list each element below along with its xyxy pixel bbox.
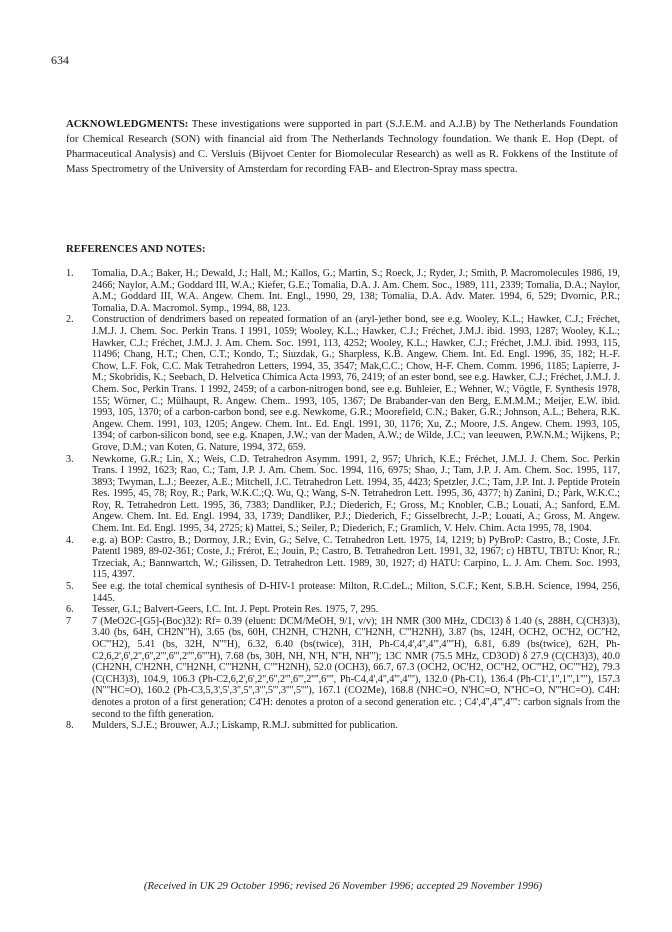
reference-number: 2. — [66, 314, 74, 326]
reference-item — [66, 604, 620, 616]
reference-item — [66, 535, 620, 581]
references-title: REFERENCES AND NOTES: — [66, 243, 206, 255]
acknowledgments-text: These investigations were supported in part (S.J.E.M. and A.J.B) by The Netherlands Foundation for Chemical Research (SON) with financial aid from The Netherlands Technology foundation. We thank E. Hop (Dept. of Pharmaceutical Analysis) and C. Versluis (Bijvoet Center for Biomolecular Research) as well as R. Fokkens of the Institute of Mass Spectrometry of the University of Amsterdam for recording FAB- and Electron-Spray mass spectra. — [66, 118, 618, 175]
reference-text: Construction of dendrimers based on repeated formation of an (aryl-)ether bond, see e.g. Wooley, K.L.; Hawker, C.J.; Fréchet, J.M.J. J. Chem. Soc. Perkin Trans. I 1991, 1059; Wooley, K.L.; Hawker, C.J.; Fréchet, J.M.J. ibid. 1993, 1287; Wooley, K.L.; Hawker, C.J.; Fréchet, J.M.J. J. Am. Chem. Soc. 1991, 113, 4252; Wooley, K.L.; Hawker, C.J.; Fréchet, J.M.J. ibid. 1993, 115, 11496; Chang, H.T.; Chen, C.T.; Kondo, T.; Siuzdak, G.; Sharpless, K.B. Angew. Chem. Int. Ed. Engl. 1996, 35, 182; H.-F. Chow, L.F. Fok, C.C. Mak Tetrahedron Letters, 1994, 35, 3547; Mak,C.C.; Chow, H-F. Chem. Comm. 1996, 1185; Lapierre, J-M.; Skobridis, K.; Seebach, D. Helvetica Chimica Acta 1993, 76, 2419; of an ester bond, see e.g. Hawker, C.J.; Fréchet, J.M.J. J. Chem. Soc, Perkin Trans. 1 1992, 2459; of a carbon-nitrogen bond, see e.g. Buhleier, E.; Wehner, W.; Vögtle, F. Synthesis 1978, 155; Wörner, C.; Mülhaupt, R. Angew. Chem.. 1993, 105, 1367; De Brabander-van den Berg, E.M.M.M.; Meijer, E.W. ibid. 1993, 105, 1370; of a carbon-carbon bond, see e.g. Newkome, G.R.; Moorefield, C.N.; Baker, G.R.; Johnson, A.L.; Behera, R.K. Angew. Chem. 1991, 103, 1205; Angew. Chem. Int.. Ed. Engl. 1991, 30, 1176; Xu, Z.; Moore, J.S. Angew. Chem. 1993, 105, 1394; of carbon-silicon bond, see e.g. Knapen, J.W.; van der Maden, A.W.; de Wilde, J.C.; van leeuwen, P.W.N.M.; Wijkens, P.; Grove, D.M.; van Koten, G. Nature, 1994, 372, 659. — [92, 314, 620, 453]
reference-item — [66, 454, 620, 535]
reference-text: Mulders, S.J.E.; Brouwer, A.J.; Liskamp, R.M.J. submitted for publication. — [92, 720, 398, 732]
reference-text: Newkome, G.R.; Lin, X.; Weis, C.D. Tetrahedron Asymm. 1991, 2, 957; Uhrich, K.E.; Fréchet, J.M.J. J. Chem. Soc. Perkin Trans. I 1992, 1623; Rao, C.; Tam, J.P. J. Am. Chem. Soc. 1994, 116, 6975; Shao, J.; Tam, J.P. J. Am. Chem. Soc. 1995, 117, 3893; Twyman, L.J.; Beezer, A.E.; Mitchell, J.C. Tetrahedron Lett. 1994, 35, 4423; Spetzler, J.C.; Tam, J.P. Int. J. Peptide Protein Res. 1995, 45, 78; Roy, R.; Park, W.K.C.;Q. Wu, Q.; Wang, S-N. Tetrahedron Lett. 1995, 36, 4377; h) Zanini, D.; Park, W.K.C.; Roy, R. Tetrahedron Lett. 1995, 36, 7383; Dandliker, P.J.; Diederich, F.; Gross, M.; Knobler, C.B.; Louati, A.; Sanford, E.M. Angew. Chem. Int. Ed. Engl. 1994, 33, 1739; Dandliker, P.J.; Diederich, F.; Gisselbrecht, J.-P.; Louati, A.; Gross, M. Angew. Chem. Int. Ed. Engl. 1995, 34, 2725; k) Mattei, S.; Seiler, P.; Diederich, F.; Gramlich, V. Helv. Chim. Acta 1995, 78, 1904. — [92, 453, 620, 535]
reference-number: 5. — [66, 581, 74, 593]
reference-number: 1. — [66, 268, 74, 279]
reference-item — [66, 314, 620, 453]
references-list — [66, 268, 620, 732]
reference-text: 7 (MeO2C-[G5]-(Boc)32): Rf= 0.39 (eluent: DCM/MeOH, 9/1, v/v); 1H NMR (300 MHz, CDCl3) δ 1.40 (s, 288H, C(CH3)3), 3.40 (bs, 64H, CH2N'''H), 3.65 (bs, 60H, CH2NH, C'H2NH, C''H2NH, C'''H2NH), 3.87 (bs, 124H, OCH2, OC'H2, OC''H2, OC'''H2), 5.41 (bs, 32H, N''''H), 6.32, 6.40 (bs(twice), 31H, Ph-C4,4',4'',4''',4''''H), 6.81, 6.89 (bs(twice), 62H, Ph-C2,6,2',6',2'',6'',2''',6''',2'''',6''''H), 7.68 (bs, 30H, NH, N'H, N''H, NH'''); 13C NMR (75.5 MHz, CD3OD) δ 27.9 (C(CH3)3), 40.0 (CH2NH, C'H2NH, C''H2NH, C'''H2NH, C''''H2NH), 52.0 (OCH3), 66.7, 67.3 (OCH2, OC'H2, OC''H2, OC'''H2, OC''''H2), 79.3 (C(CH3)3), 104.9, 106.3 (Ph-C2,6,2',6',2'',6'',2''',6''',2'''',6'''', Ph-C4,4',4'',4''',4''''), 132.0 (Ph-C1), 136.4 (Ph-C1',1'',1''',1''''), 157.3 (N''''HC=O), 160.2 (Ph-C3,5,3',5',3'',5'',3''',5''',3'''',5''''), 167.1 (CO2Me), 168.8 (NHC=O, N'HC=O, N''HC=O, N'''HC=O). C4H: denotes a proton of a first generation; C4'H: denotes a proton of a second generation etc. ; C4',4'',4''',4'''': carbon signals from the second to the fifth generation. — [92, 615, 620, 720]
reference-text: Tesser, G.I.; Balvert-Geers, I.C. Int. J. Pept. Protein Res. 1975, 7, 295. — [92, 604, 379, 616]
received-dates: (Received in UK 29 October 1996; revised 26 November 1996; accepted 29 November 1996) — [143, 880, 543, 892]
reference-text: e.g. a) BOP: Castro, B.; Dormoy, J.R.; Evin, G.; Selve, C. Tetrahedron Lett. 1975, 14, 1219; b) PyBroP: Castro, B.; Coste, J.Fr. Patentl 1989, 89-02-361; Coste, J.; Frérot, E.; Jouin, P.; Castro, B. Tetrahedron Lett. 1991, 32, 1967; c) HBTU, TBTU: Knor, R.; Trzeciak, A.; Bannwartch, W.; Gilissen, D. Tetrahedron Lett. 1989, 30, 1927; d) HATU: Carpino, L. J. Am. Chem. Soc. 1993, 115, 4397. — [92, 534, 620, 581]
acknowledgments — [66, 117, 618, 177]
reference-number: 6. — [66, 604, 74, 616]
reference-item — [66, 720, 620, 732]
reference-number: 4. — [66, 534, 74, 546]
reference-number: 7 — [66, 615, 72, 627]
reference-item — [66, 616, 620, 720]
reference-item — [66, 581, 620, 604]
reference-item — [66, 268, 620, 314]
reference-text: See e.g. the total chemical synthesis of D-HIV-1 protease: Milton, R.C.deL.; Milton, S.C.F.; Kent, S.B.H. Science, 1994, 256, 1445. — [92, 581, 620, 604]
reference-number: 8. — [66, 720, 74, 732]
page-number: 634 — [51, 53, 69, 67]
reference-number: 3. — [66, 453, 74, 465]
acknowledgments-heading: ACKNOWLEDGMENTS: — [66, 118, 189, 130]
reference-text: Tomalia, D.A.; Baker, H.; Dewald, J.; Hall, M.; Kallos, G.; Martin, S.; Roeck, J.; Ryder, J.; Smith, P. Macromolecules 1986, 19, 2466; Naylor, A.M.; Goddard III, W.A.; Kiefer, G.E.; Tomalia, D.A. J. Am. Chem. Soc., 1989, 111, 2339; Tomalia, D.A.; Naylor, A.M.; Goddard III, W.A. Angew. Chem. Int. Engl., 1990, 29, 138; Tomalia, D.A. Adv. Mater. 1994, 6, 529; Dvornic, P.R.; Tomalia, D.A. Macromol. Symp., 1994, 88, 123. — [92, 268, 620, 314]
